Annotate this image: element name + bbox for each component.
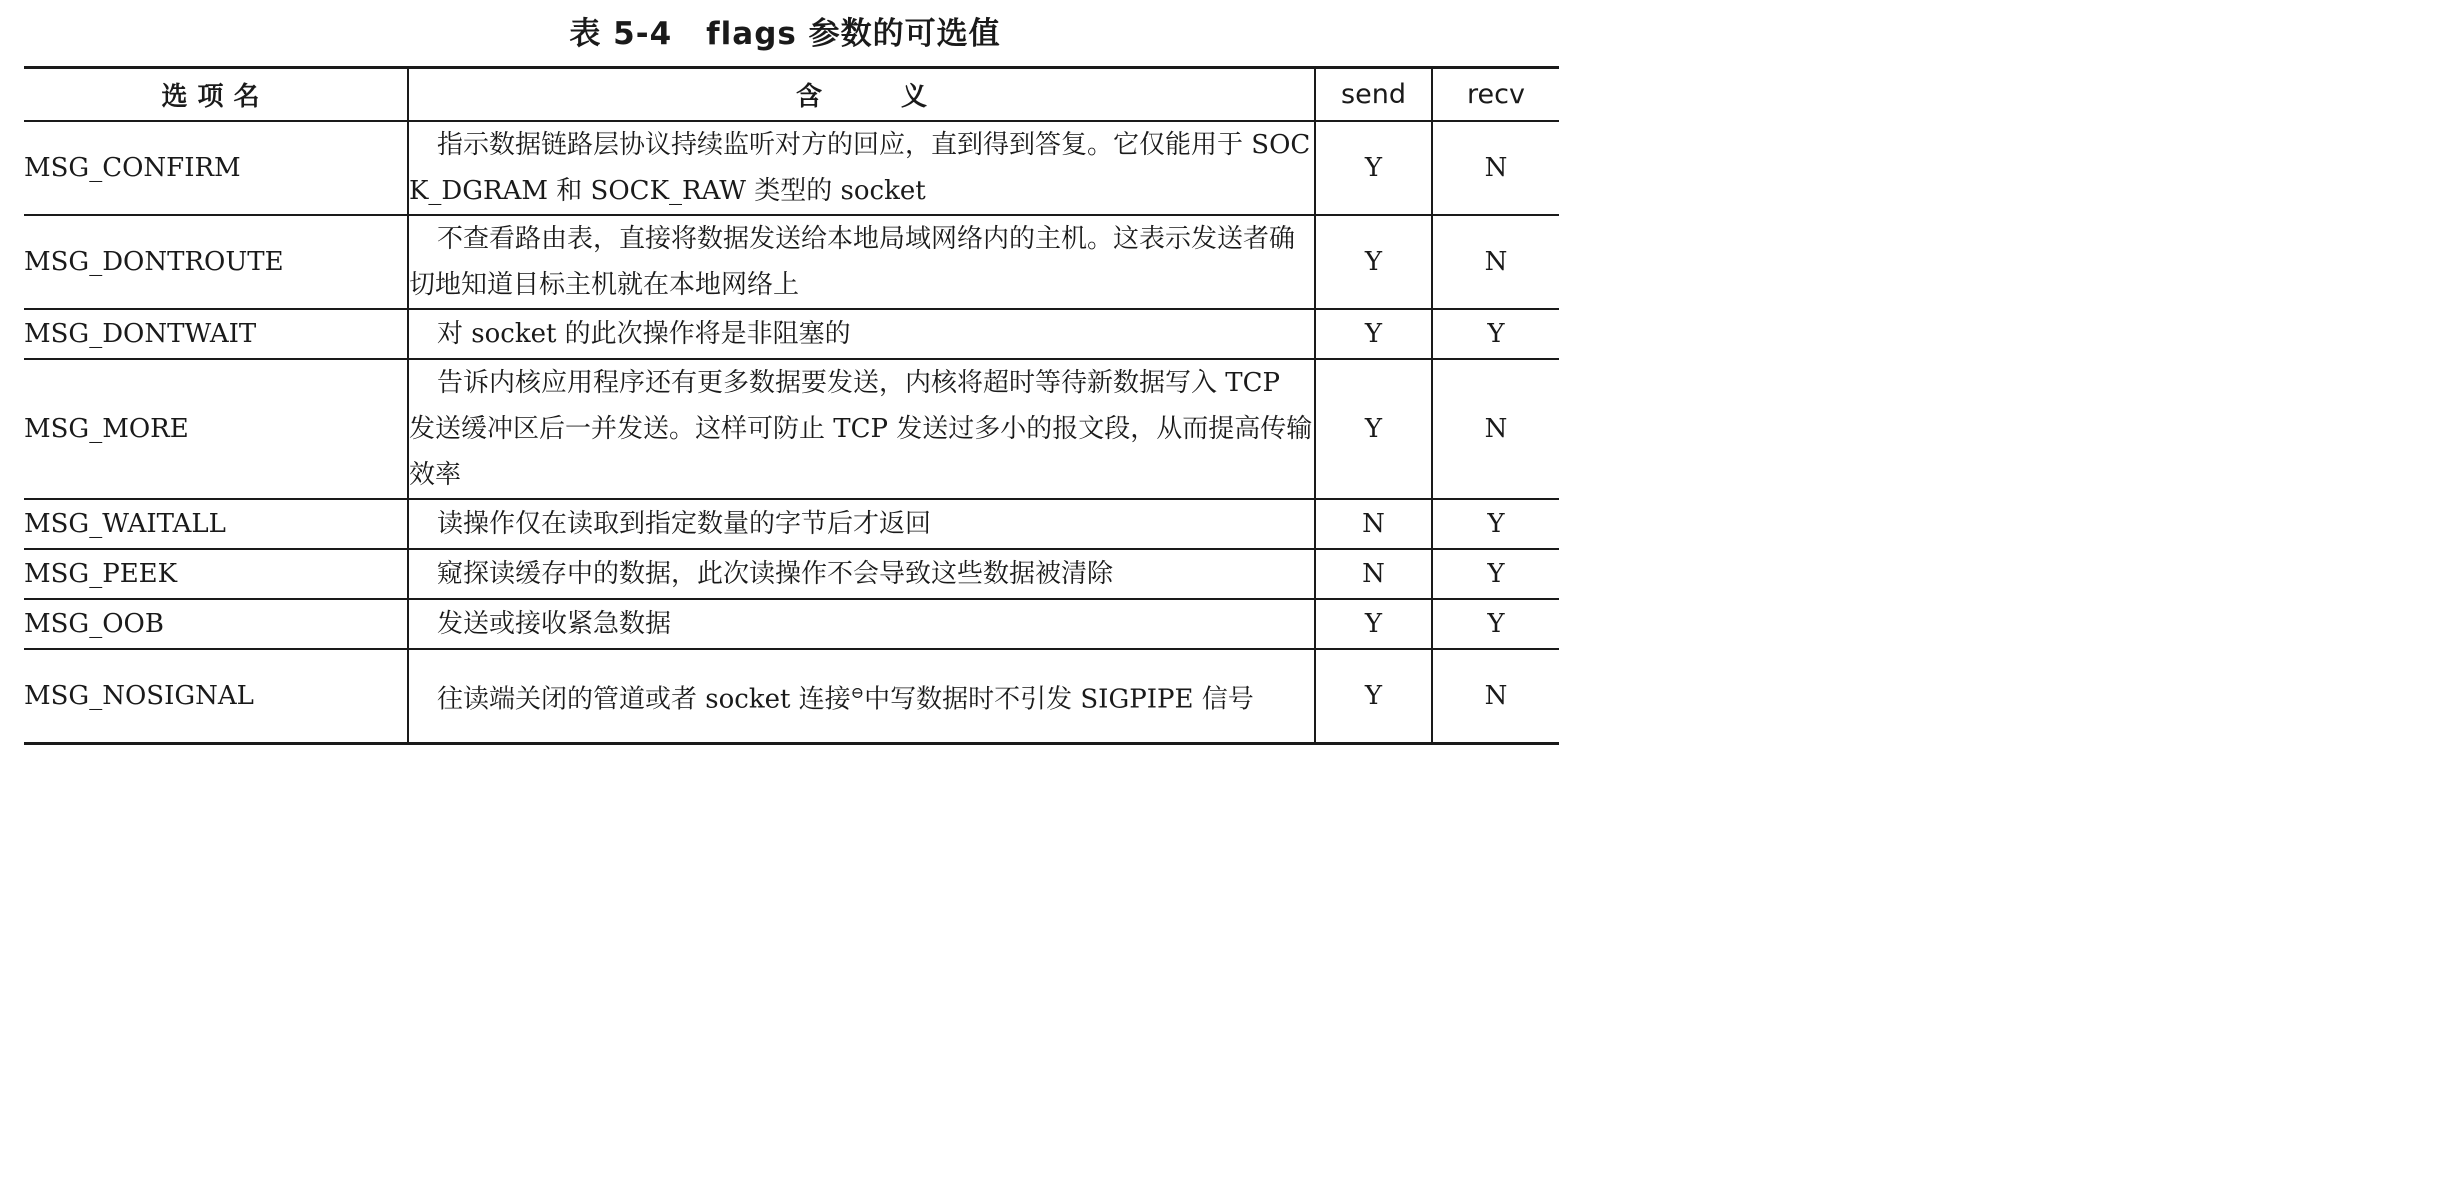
header-meaning: 含 义 xyxy=(408,68,1315,122)
footnote-marker: ⊖ xyxy=(850,682,865,702)
option-name: MSG_CONFIRM xyxy=(24,121,408,215)
send-flag: Y xyxy=(1315,599,1432,649)
table-row xyxy=(24,649,1559,744)
recv-flag: N xyxy=(1432,215,1559,309)
option-meaning: 指示数据链路层协议持续监听对方的回应，直到得到答复。它仅能用于 SOCK_DGRAM 和 SOCK_RAW 类型的 socket xyxy=(408,121,1315,215)
header-option-name: 选项名 xyxy=(24,68,408,122)
option-meaning: 对 socket 的此次操作将是非阻塞的 xyxy=(408,309,1315,359)
recv-flag: Y xyxy=(1432,309,1559,359)
flags-table xyxy=(24,66,1559,745)
option-meaning-text: 往读端关闭的管道或者 socket 连接 xyxy=(437,684,851,715)
recv-flag: Y xyxy=(1432,599,1559,649)
send-flag: Y xyxy=(1315,359,1432,499)
header-recv: recv xyxy=(1432,68,1559,122)
table-row xyxy=(24,309,1559,359)
option-name: MSG_MORE xyxy=(24,359,408,499)
table-caption xyxy=(0,14,1570,54)
option-meaning: 不查看路由表，直接将数据发送给本地局域网络内的主机。这表示发送者确切地知道目标主机就在本地网络上 xyxy=(408,215,1315,309)
option-name: MSG_WAITALL xyxy=(24,499,408,549)
header-row xyxy=(24,68,1559,122)
send-flag: N xyxy=(1315,499,1432,549)
option-name: MSG_NOSIGNAL xyxy=(24,649,408,744)
recv-flag: Y xyxy=(1432,499,1559,549)
send-flag: N xyxy=(1315,549,1432,599)
send-flag: Y xyxy=(1315,121,1432,215)
table-row xyxy=(24,599,1559,649)
option-meaning-text-rest: 中写数据时不引发 SIGPIPE 信号 xyxy=(864,684,1254,715)
send-flag: Y xyxy=(1315,649,1432,744)
recv-flag: Y xyxy=(1432,549,1559,599)
option-meaning: 窥探读缓存中的数据，此次读操作不会导致这些数据被清除 xyxy=(408,549,1315,599)
table-row xyxy=(24,359,1559,499)
header-send: send xyxy=(1315,68,1432,122)
send-flag: Y xyxy=(1315,309,1432,359)
option-meaning: 告诉内核应用程序还有更多数据要发送，内核将超时等待新数据写入 TCP 发送缓冲区后一并发送。这样可防止 TCP 发送过多小的报文段，从而提高传输效率 xyxy=(408,359,1315,499)
option-name: MSG_DONTROUTE xyxy=(24,215,408,309)
table-row xyxy=(24,499,1559,549)
table-number: 表 5-4 xyxy=(569,16,673,52)
table-row xyxy=(24,215,1559,309)
send-flag: Y xyxy=(1315,215,1432,309)
recv-flag: N xyxy=(1432,649,1559,744)
recv-flag: N xyxy=(1432,359,1559,499)
option-name: MSG_OOB xyxy=(24,599,408,649)
option-name: MSG_PEEK xyxy=(24,549,408,599)
table-title: flags 参数的可选值 xyxy=(706,16,1001,52)
table-row xyxy=(24,121,1559,215)
option-meaning: 发送或接收紧急数据 xyxy=(408,599,1315,649)
table-row xyxy=(24,549,1559,599)
recv-flag: N xyxy=(1432,121,1559,215)
option-name: MSG_DONTWAIT xyxy=(24,309,408,359)
option-meaning: 读操作仅在读取到指定数量的字节后才返回 xyxy=(408,499,1315,549)
option-meaning xyxy=(408,649,1315,744)
